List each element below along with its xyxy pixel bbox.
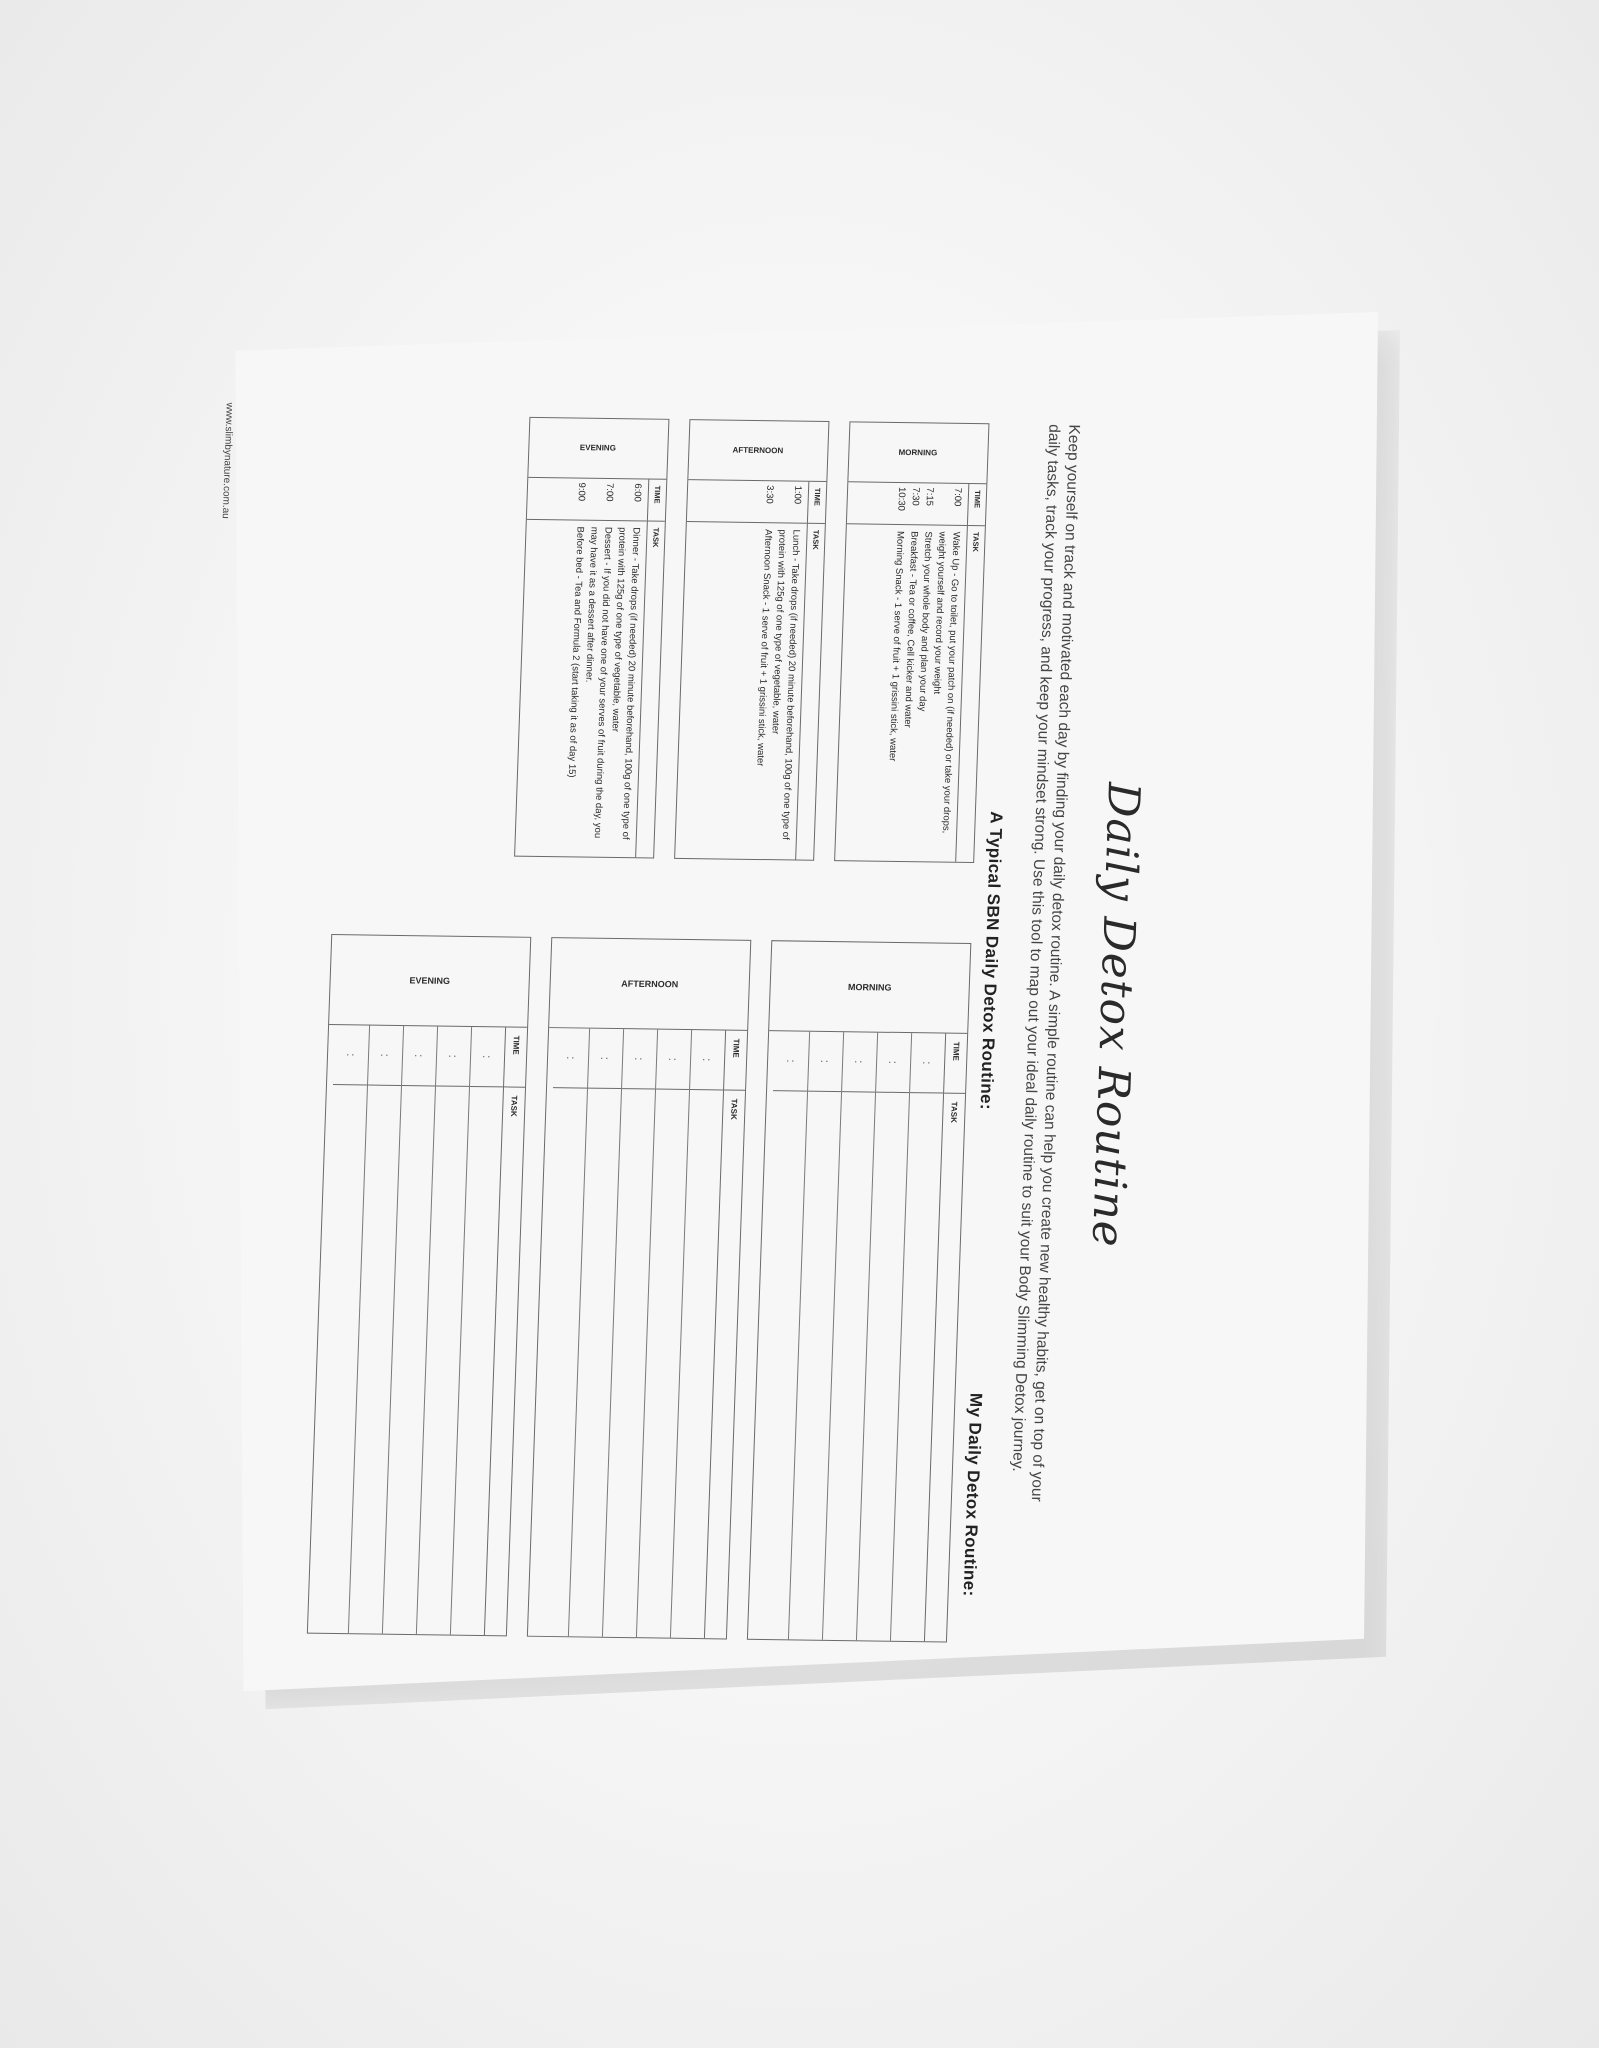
sample-heading: A Typical SBN Daily Detox Routine: — [976, 811, 1006, 1111]
time-blank[interactable]: : — [588, 1029, 623, 1089]
sample-row-task: Afternoon Snack - 1 serve of fruit + 1 grissini stick, water — [754, 529, 774, 767]
time-blank[interactable]: : — [808, 1032, 843, 1092]
sample-table-morning — [834, 421, 989, 863]
time-blank[interactable]: : — [876, 1033, 911, 1093]
sample-row-task: Dinner - Take drops (if needed) 20 minute beforehand, 100g of one type of protein with 125g of one type of vegetable, water — [609, 527, 642, 840]
time-blank[interactable]: : — [402, 1026, 437, 1086]
sample-row-time: 6:00 — [631, 483, 644, 502]
time-column-header: TIME — [808, 482, 826, 524]
sample-row-task: Lunch - Take drops (if needed) 20 minute beforehand, 100g of one type of protein with 125g of one type of vegetable, water — [769, 529, 802, 840]
time-blank[interactable]: : — [842, 1032, 877, 1092]
worksheet-table-evening — [307, 934, 531, 1636]
sample-row-time: 3:30 — [763, 485, 776, 504]
sample-table-afternoon — [674, 419, 829, 861]
time-blank[interactable]: : — [470, 1027, 505, 1087]
task-column-header: TASK — [650, 527, 661, 548]
sample-row-time: 1:00 — [791, 485, 804, 505]
sample-period-label: AFTERNOON — [688, 420, 828, 482]
time-blank[interactable]: : — [690, 1030, 725, 1090]
sample-table-evening — [514, 417, 669, 859]
task-column-header: TASK — [949, 1101, 959, 1123]
sample-period-label: EVENING — [528, 418, 668, 480]
sample-row-task: Wake Up - Go to toilet, put your patch on (if needed) or take your drops, weight yourself and record your weight — [931, 531, 962, 834]
time-blank[interactable]: : — [436, 1027, 471, 1087]
sample-row-task: Morning Snack - 1 serve of fruit + 1 grissini stick, water — [886, 530, 906, 762]
task-column-header: TASK — [508, 1095, 519, 1117]
time-column-header: TIME — [944, 1034, 967, 1094]
time-column-header: TIME — [504, 1027, 527, 1087]
time-blank[interactable]: : — [333, 1025, 369, 1085]
worksheet-table-morning — [747, 940, 971, 1642]
worksheet-period-label: AFTERNOON — [549, 938, 750, 1031]
sample-row-task: Before bed - Tea and Formula 2 (start taking it as of day 15) — [565, 526, 586, 778]
time-blank[interactable]: : — [656, 1030, 691, 1090]
task-column-header: TASK — [729, 1098, 739, 1120]
time-blank[interactable]: : — [553, 1028, 589, 1088]
worksheet-page — [165, 312, 1183, 1705]
time-blank[interactable]: : — [910, 1033, 945, 1093]
task-column-header: TASK — [810, 529, 821, 550]
task-column-header: TASK — [970, 532, 981, 553]
time-blank[interactable]: : — [773, 1031, 809, 1091]
intro-text: Keep yourself on track and motivated each day by finding your daily detox routine. A simple routine can help you create new healthy habits, get on top of your daily tasks, track your progress, and keep your mindset strong. Use this tool to map out your ideal daily routine to suit your Body Slimming Detox journey. — [1008, 424, 1083, 1502]
sample-period-label: MORNING — [848, 422, 988, 484]
sample-row-task: Stretch your whole body and plan your day — [916, 531, 934, 712]
sample-row-task: Breakfast - Tea or coffee, Cell kicker and water — [901, 531, 920, 728]
time-blank[interactable]: : — [622, 1029, 657, 1089]
sample-row-time: 10:30 — [895, 486, 908, 511]
worksheet-period-label: MORNING — [769, 941, 970, 1034]
worksheet-heading: My Daily Detox Routine: — [959, 1392, 986, 1597]
sample-row-time: 7:00 — [951, 487, 964, 507]
sample-row-task: Dessert - If you did not have one of your serves of fruit during the day, you may have it as a dessert after dinner. — [583, 526, 614, 839]
time-column-header: TIME — [968, 484, 986, 526]
sample-row-time: 7:00 — [603, 482, 616, 502]
worksheet-period-label: EVENING — [329, 935, 530, 1028]
worksheet-table-afternoon — [527, 937, 751, 1639]
time-column-header: TIME — [724, 1031, 747, 1091]
page-title: Daily Detox Routine — [1081, 781, 1150, 1249]
time-column-header: TIME — [648, 480, 666, 522]
website-footer: www.slimbynature.com.au — [219, 402, 235, 519]
sample-row-time: 9:00 — [575, 482, 588, 502]
sample-row-time: 7:15 — [923, 487, 936, 507]
sample-row-time: 7:30 — [909, 487, 922, 506]
time-blank[interactable]: : — [368, 1026, 403, 1086]
